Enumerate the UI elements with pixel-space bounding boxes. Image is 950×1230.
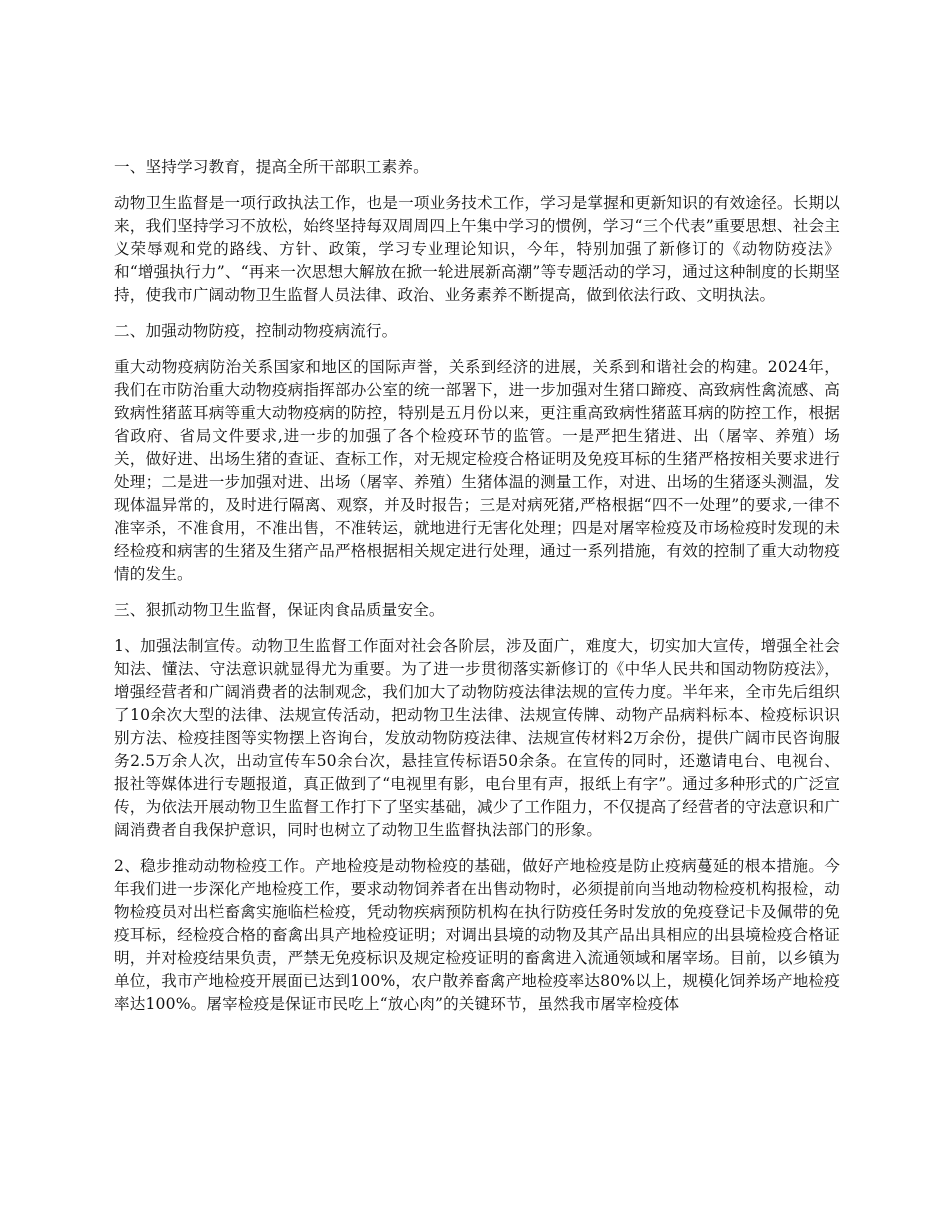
paragraph-animal-quarantine: 2、稳步推动动物检疫工作。产地检疫是动物检疫的基础，做好产地检疫是防止疫病蔓延的根本措施。今年我们进一步深化产地检疫工作，要求动物饲养者在出售动物时，必须提前向当地动物检疫机构报检，动物检疫员对出栏畜禽实施临栏检疫，凭动物疾病预防机构在执行防疫任务时发放的免疫登记卡及佩带的免疫耳标，经检疫合格的畜禽出具产地检疫证明；对调出县境的动物及其产品出具相应的出县境检疫合格证明，并对检疫结果负责，严禁无免疫标识及规定检疫证明的畜禽进入流通领域和屠宰场。目前，以乡镇为单位，我市产地检疫开展面已达到100%，农户散养畜禽产地检疫率达80%以上，规模化饲养场产地检疫率达100%。屠宰检疫是保证市民吃上“放心肉”的关键环节，虽然我市屠宰检疫体 (114, 857, 840, 1013)
section-heading-epidemic-prevention: 二、加强动物防疫，控制动物疫病流行。 (114, 322, 398, 340)
section-heading-supervision: 三、狠抓动物卫生监督，保证肉食品质量安全。 (114, 601, 445, 619)
paragraph-epidemic-control: 重大动物疫病防治关系国家和地区的国际声誉，关系到经济的进展，关系到和谐社会的构建。2024年，我们在市防治重大动物疫病指挥部办公室的统一部署下，进一步加强对生猪口蹄疫、高致病性禽流感、高致病性猪蓝耳病等重大动物疫病的防控，特别是五月份以来，更注重高致病性猪蓝耳病的防控工作，根据省政府、省局文件要求,进一步的加强了各个检疫环节的监管。一是严把生猪进、出（屠宰、养殖）场关，做好进、出场生猪的查证、查标工作，对无规定检疫合格证明及免疫耳标的生猪严格按相关要求进行处理；二是进一步加强对进、出场（屠宰、养殖）生猪体温的测量工作，对进、出场的生猪逐头测温，发现体温异常的，及时进行隔离、观察，并及时报告；三是对病死猪,严格根据“四不一处理”的要求,一律不准宰杀，不准食用，不准出售，不准转运，就地进行无害化处理；四是对屠宰检疫及市场检疫时发现的未经检疫和病害的生猪及生猪产品严格根据相关规定进行处理，通过一系列措施，有效的控制了重大动物疫情的发生。 (114, 358, 840, 583)
paragraph-study-education: 动物卫生监督是一项行政执法工作，也是一项业务技术工作，学习是掌握和更新知识的有效途径。长期以来，我们坚持学习不放松，始终坚持每双周周四上午集中学习的惯例，学习“三个代表”重要思想、社会主义荣辱观和党的路线、方针、政策，学习专业理论知识，今年，特别加强了新修订的《动物防疫法》和“增强执行力”、“再来一次思想大解放在掀一轮进展新高潮”等专题活动的学习，通过这种制度的长期坚持，使我市广阔动物卫生监督人员法律、政治、业务素养不断提高，做到依法行政、文明执法。 (114, 194, 840, 304)
paragraph-legal-publicity: 1、加强法制宣传。动物卫生监督工作面对社会各阶层，涉及面广，难度大，切实加大宣传，增强全社会知法、懂法、守法意识就显得尤为重要。为了进一步贯彻落实新修订的《中华人民共和国动物防疫法》，增强经营者和广阔消费者的法制观念，我们加大了动物防疫法律法规的宣传力度。半年来，全市先后组织了10余次大型的法律、法规宣传活动，把动物卫生法律、法规宣传牌、动物产品病料标本、检疫标识识别方法、检疫挂图等实物摆上咨询台，发放动物防疫法律、法规宣传材料2万余份，提供广阔市民咨询服务2.5万余人次，出动宣传车50余台次，悬挂宣传标语50余条。在宣传的同时，还邀请电台、电视台、报社等媒体进行专题报道，真正做到了“电视里有影，电台里有声，报纸上有字”。通过多种形式的广泛宣传，为依法开展动物卫生监督工作打下了坚实基础，减少了工作阻力，不仅提高了经营者的守法意识和广阔消费者自我保护意识，同时也树立了动物卫生监督执法部门的形象。 (114, 637, 840, 839)
document-page (114, 156, 840, 1029)
section-heading-study: 一、坚持学习教育，提高全所干部职工素养。 (114, 158, 429, 176)
